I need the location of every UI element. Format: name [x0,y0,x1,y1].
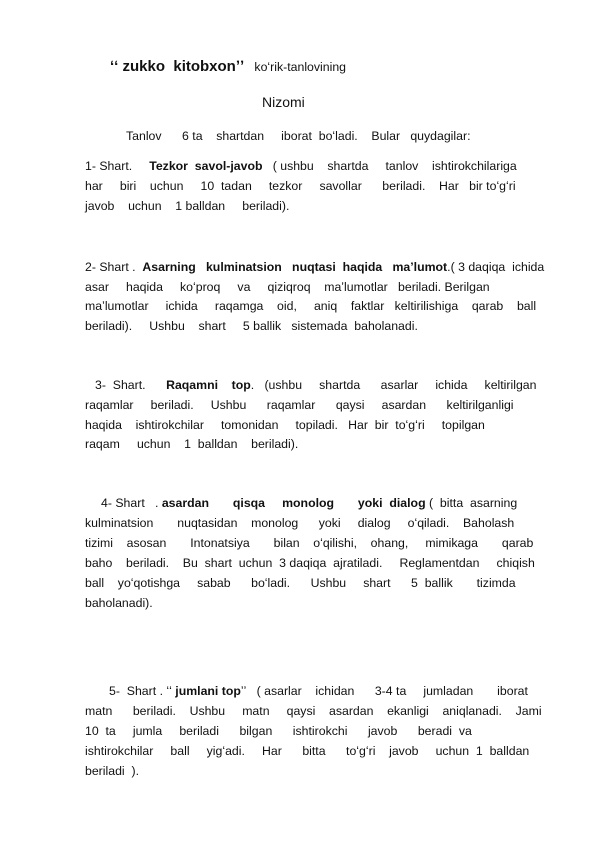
shart1-line3: javob uchun 1 balldan beriladi). [85,199,290,213]
shart4-line3: tizimi asosan Intonatsiya bilan oʻqilishi, ohang, mimikaga qarab [85,536,534,550]
shart3-name: Raqamni top [166,378,251,392]
shart2-name: Asarning kulminatsion nuqtasi haqida maʼlumot [142,260,448,274]
shart4-line5: ball yoʻqotishga sabab boʻladi. Ushbu shart 5 ballik tizimda [85,576,516,590]
shart5-line2: matn beriladi. Ushbu matn qaysi asardan ekanligi aniqlanadi. Jami [85,704,542,718]
shart2-line4: beriladi). Ushbu shart 5 ballik sistemada baholanadi. [85,319,418,333]
shart5-line1: 5- Shart . ʻʻ jumlani topʼʼ ( asarlar ichidan 3-4 ta jumladan iborat [109,684,528,698]
shart5-name: jumlani top [175,684,241,698]
shart2-line1: 2- Shart . Asarning kulminatsion nuqtasi haqida maʼlumot.( 3 daqiqa ichida [85,260,545,274]
shart5-line3: 10 ta jumla beriladi bilgan ishtirokchi javob beradi va [85,724,472,738]
shart3-line1: 3- Shart. Raqamni top. (ushbu shartda asarlar ichida keltirilgan [95,378,537,392]
shart4-line4: baho beriladi. Bu shart uchun 3 daqiqa ajratiladi. Reglamentdan chiqish [85,556,535,570]
title-suffix: koʻrik-tanlovining [244,60,347,74]
shart4-line2: kulminatsion nuqtasidan monolog yoki dialog oʻqiladi. Baholash [85,516,515,530]
shart2-line2: asar haqida koʻproq va qiziqroq maʼlumotlar beriladi. Berilgan [85,280,490,294]
shart4-name: asardan qisqa monolog yoki dialog [161,496,426,510]
shart5-line4: ishtirokchilar ball yigʻadi. Har bitta toʻgʻri javob uchun 1 balldan [85,744,530,758]
shart5-line5: beriladi ). [85,764,139,778]
document-heading: Nizomi [262,94,305,110]
shart1-line1: 1- Shart. Tezkor savol-javob ( ushbu shartda tanlov ishtirokchilariga [85,159,517,173]
shart3-line3: haqida ishtirokchilar tomonidan topiladi. Har bir toʻgʻri topilgan [85,418,485,432]
shart3-line2: raqamlar beriladi. Ushbu raqamlar qaysi asardan keltirilganligi [85,398,514,412]
shart3-line4: raqam uchun 1 balldan beriladi). [85,437,299,451]
intro-text: Tanlov 6 ta shartdan iborat boʻladi. Bular quydagilar: [126,129,471,143]
title-contest-name: ʻʻ zukko kitobxonʼʼ [110,58,245,75]
shart4-line1: 4- Shart . asardan qisqa monolog yoki dialog ( bitta asarning [101,496,518,510]
shart1-name: Tezkor savol-javob [149,159,263,173]
shart4-line6: baholanadi). [85,596,153,610]
shart1-line2: har biri uchun 10 tadan tezkor savollar beriladi. Har bir toʻgʻri [85,179,516,193]
document-title [110,58,346,76]
shart2-line3: maʼlumotlar ichida raqamga oid, aniq faktlar keltirilishiga qarab ball [85,299,537,313]
